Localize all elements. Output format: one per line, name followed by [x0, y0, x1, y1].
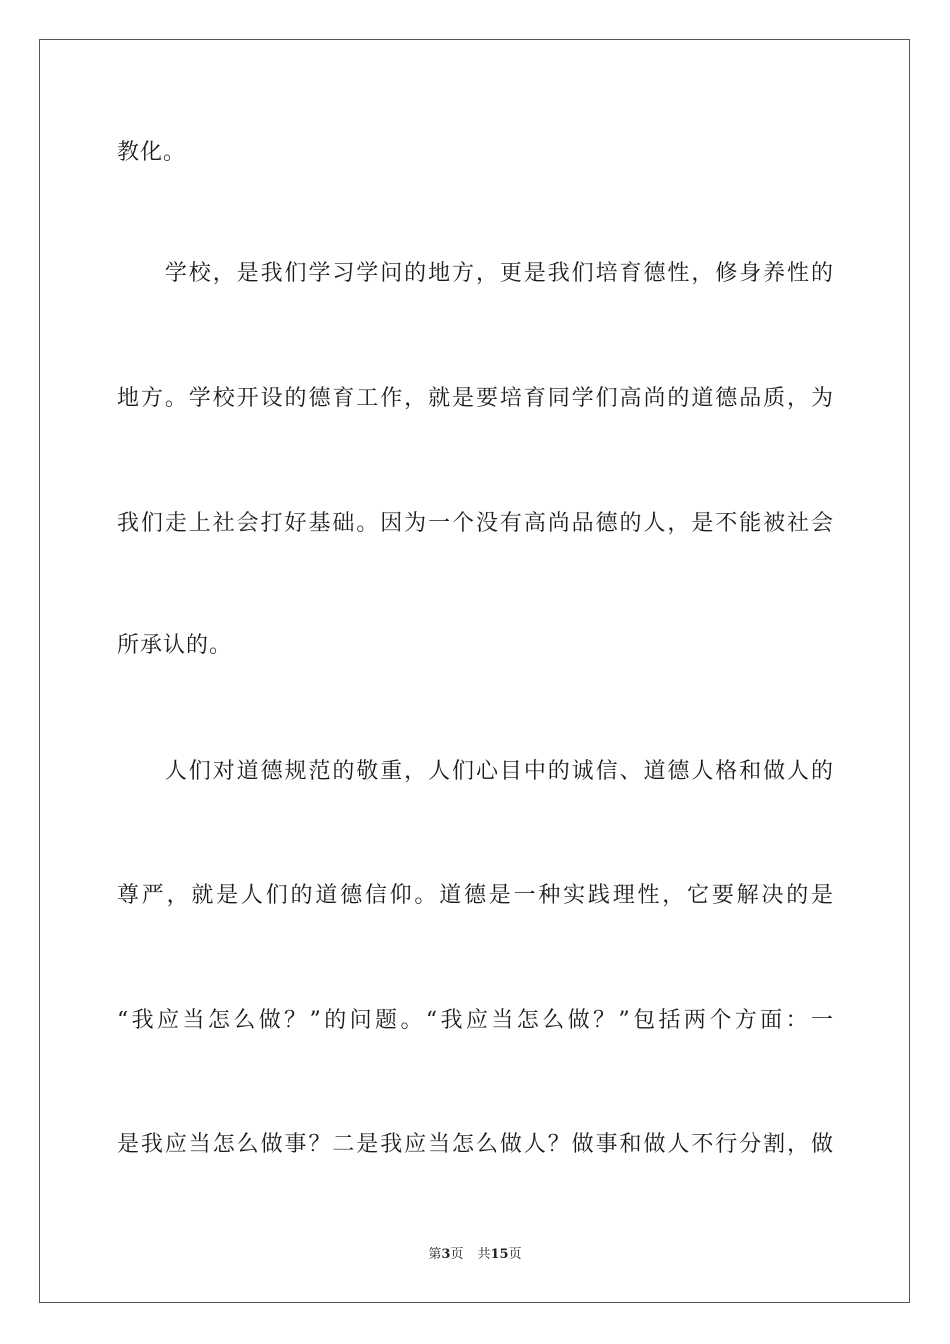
text-line-7: 尊严，就是人们的道德信仰。道德是一种实践理性，它要解决的是 [117, 883, 833, 908]
text-line-8: “我应当怎么做？”的问题。“我应当怎么做？”包括两个方面：一 [117, 1008, 833, 1033]
text-line-2: 学校，是我们学习学问的地方，更是我们培育德性，修身养性的 [117, 261, 833, 286]
footer-total-prefix: 共 [477, 1247, 491, 1262]
text-line-6: 人们对道德规范的敬重，人们心目中的诚信、道德人格和做人的 [117, 759, 833, 784]
text-line-3: 地方。学校开设的德育工作，就是要培育同学们高尚的道德品质，为 [117, 386, 833, 411]
text-line-1: 教化。 [117, 140, 187, 165]
footer-total-pages: 15 [490, 1247, 509, 1262]
page-footer [0, 1246, 950, 1264]
text-line-4: 我们走上社会打好基础。因为一个没有高尚品德的人，是不能被社会 [117, 511, 833, 536]
footer-total-suffix: 页 [508, 1247, 522, 1262]
text-line-9: 是我应当怎么做事？二是我应当怎么做人？做事和做人不行分割，做 [117, 1132, 833, 1157]
footer-page-prefix: 第 [428, 1247, 442, 1262]
footer-page-suffix: 页 [450, 1247, 464, 1262]
footer-page-number: 3 [441, 1247, 451, 1262]
text-line-5: 所承认的。 [117, 633, 233, 658]
page-frame [39, 39, 910, 1303]
